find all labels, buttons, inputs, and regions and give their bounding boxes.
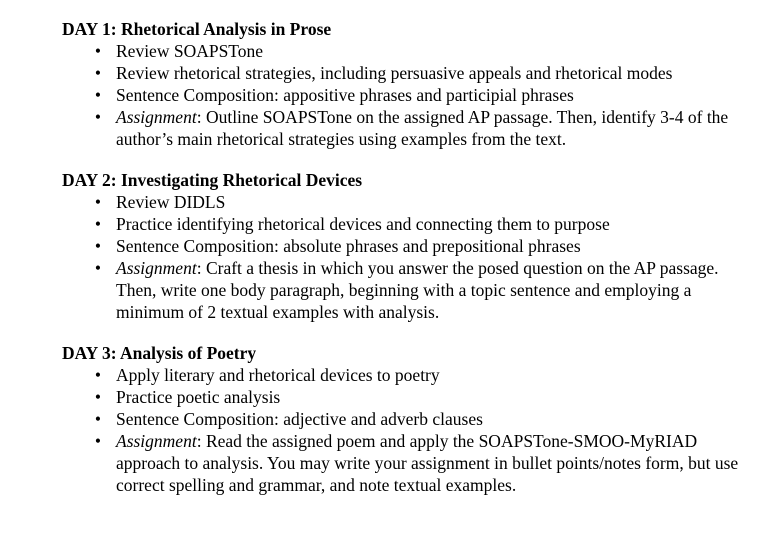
bullet-icon: •: [94, 258, 102, 278]
list-item: • Practice identifying rhetorical devices and connecting them to purpose: [62, 213, 742, 235]
list-item: • Apply literary and rhetorical devices to poetry: [62, 364, 742, 386]
bullet-icon: •: [94, 431, 102, 451]
list-item: • Sentence Composition: appositive phrases and participial phrases: [62, 84, 742, 106]
list-item: • Review SOAPSTone: [62, 40, 742, 62]
assignment-item: • Assignment: Outline SOAPSTone on the assigned AP passage. Then, identify 3-4 of the author’s main rhetorical strategies using examples from the text.: [62, 106, 742, 150]
bullet-icon: •: [94, 214, 102, 234]
day-2-heading: DAY 2: Investigating Rhetorical Devices: [62, 170, 363, 190]
list-item: • Review rhetorical strategies, including persuasive appeals and rhetorical modes: [62, 62, 742, 84]
day-1-section: [62, 18, 742, 150]
assignment-item: • Assignment: Craft a thesis in which you answer the posed question on the AP passage. Then, write one body paragraph, beginning with a topic sentence and employing a minimum of 2 textual examples with analysis.: [62, 257, 742, 323]
assignment-label: Assignment: [116, 258, 197, 278]
list-item: • Review DIDLS: [62, 191, 742, 213]
list-item: • Sentence Composition: adjective and adverb clauses: [62, 408, 742, 430]
bullet-icon: •: [94, 236, 102, 256]
day-3-heading: DAY 3: Analysis of Poetry: [62, 343, 257, 363]
bullet-icon: •: [94, 192, 102, 212]
day-1-heading: DAY 1: Rhetorical Analysis in Prose: [62, 19, 332, 39]
bullet-icon: •: [94, 365, 102, 385]
bullet-icon: •: [94, 107, 102, 127]
assignment-label: Assignment: [116, 431, 197, 451]
bullet-icon: •: [94, 63, 102, 83]
bullet-icon: •: [94, 387, 102, 407]
bullet-icon: •: [94, 85, 102, 105]
list-item: • Sentence Composition: absolute phrases and prepositional phrases: [62, 235, 742, 257]
assignment-label: Assignment: [116, 107, 197, 127]
day-3-list: [62, 364, 742, 496]
bullet-icon: •: [94, 409, 102, 429]
list-item: • Practice poetic analysis: [62, 386, 742, 408]
bullet-icon: •: [94, 41, 102, 61]
assignment-item: • Assignment: Read the assigned poem and apply the SOAPSTone-SMOO-MyRIAD approach to analysis. You may write your assignment in bullet points/notes form, but use correct spelling and grammar, and note textual examples.: [62, 430, 742, 496]
lesson-plan-document: [62, 18, 742, 496]
day-2-section: [62, 169, 742, 323]
day-1-list: [62, 40, 742, 150]
day-3-section: [62, 342, 742, 496]
day-2-list: [62, 191, 742, 323]
